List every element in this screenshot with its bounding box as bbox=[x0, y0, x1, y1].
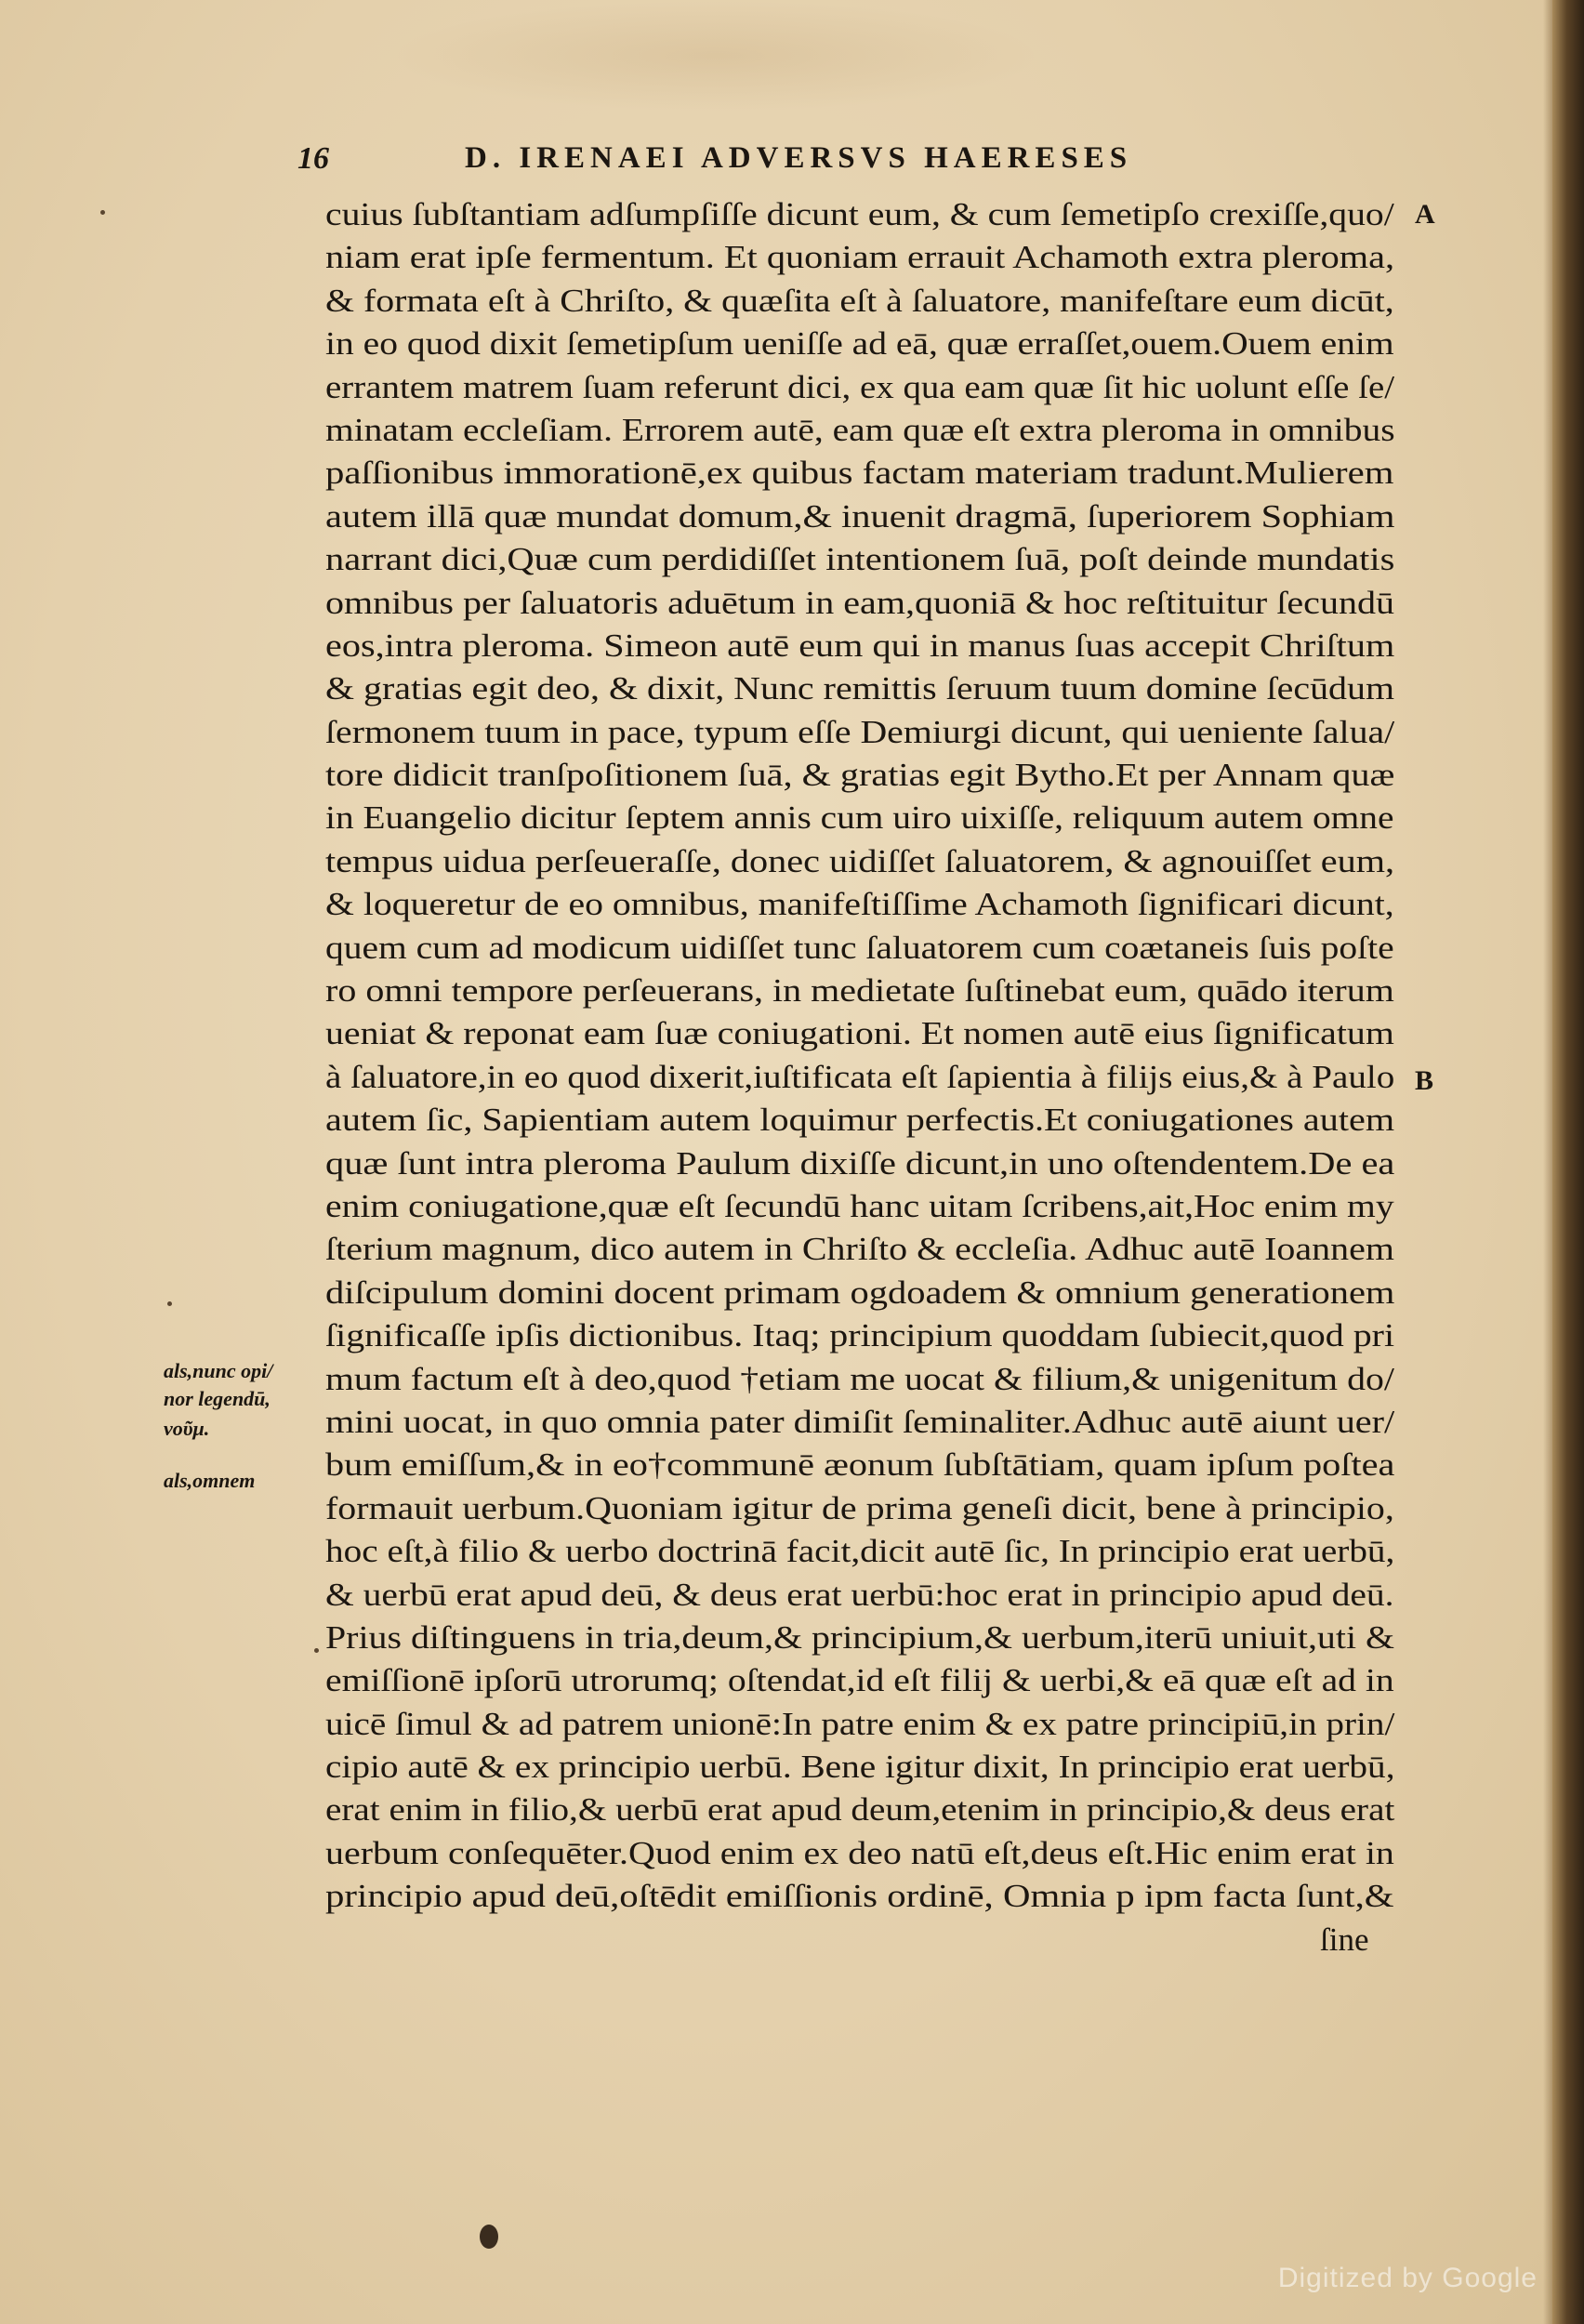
text-line: mum factum eſt à deo,quod †etiam me uocat & filium,& unigenitum do/ bbox=[325, 1360, 1394, 1397]
text-line: & uerbū erat apud deū, & deus erat uerbū:hoc erat in principio apud deū. bbox=[325, 1576, 1394, 1613]
text-line: errantem matrem ſuam referunt dici, ex qua eam quæ ſit hic uolunt eſſe ſe/ bbox=[325, 368, 1395, 405]
text-line: principio apud deū,oſtēdit emiſſionis ordinē, Omnia p ipm facta ſunt,& bbox=[325, 1878, 1394, 1915]
text-line: uicē ſimul & ad patrem unionē:In patre enim & ex patre principiū,in prin/ bbox=[325, 1705, 1395, 1742]
text-line: erat enim in filio,& uerbū erat apud deum,etenim in principio,& deus erat bbox=[325, 1791, 1395, 1829]
text-line: ſterium magnum, dico autem in Chriſto & eccleſia. Adhuc autē Ioannem bbox=[325, 1231, 1394, 1268]
text-line: ro omni tempore perſeuerans, in medietate ſuſtinebat eum, quādo iterum bbox=[325, 972, 1394, 1010]
text-line: quæ ſunt intra pleroma Paulum dixiſſe dicunt,in uno oſtendentem.De ea bbox=[325, 1144, 1395, 1182]
text-line: enim coniugatione,quæ eſt ſecundū hanc uitam ſcribens,ait,Hoc enim my bbox=[325, 1187, 1394, 1224]
margin-note-2: nor legendū, bbox=[164, 1387, 271, 1410]
page-number: 16 bbox=[297, 141, 329, 176]
text-line: Prius diſtinguens in tria,deum,& principium,& uerbum,iterū uniuit,uti & bbox=[325, 1618, 1395, 1656]
ink-speck bbox=[314, 1648, 319, 1653]
text-line: & gratias egit deo, & dixit, Nunc remittis ſeruum tuum domine ſecūdum bbox=[325, 670, 1395, 707]
text-line: cuius ſubſtantiam adſumpſiſſe dicunt eum, & cum ſemetipſo crexiſſe,quo/ bbox=[325, 196, 1394, 232]
text-line: emiſſionē ipſorū utrorumq; oſtendat,id eſt filij & uerbi,& eā quæ eſt ad in bbox=[325, 1662, 1394, 1699]
text-line: eos,intra pleroma. Simeon autē eum qui in manus ſuas accepit Chriſtum bbox=[325, 627, 1395, 664]
text-line: tempus uidua perſeueraſſe, donec uidiſſet ſaluatorem, & agnouiſſet eum, bbox=[325, 842, 1395, 879]
text-line: uerbum conſequēter.Quod enim ex deo natū eſt,deus eſt.Hic enim erat in bbox=[325, 1834, 1394, 1871]
text-line: & loqueretur de eo omnibus, manifeſtiſſime Achamoth ſignificari dicunt, bbox=[325, 886, 1394, 923]
text-line: minatam eccleſiam. Errorem autē, eam quæ eſt extra pleroma in omnibus bbox=[325, 411, 1395, 448]
text-line: niam erat ipſe fermentum. Et quoniam errauit Achamoth extra pleroma, bbox=[325, 239, 1395, 276]
text-line: cipio autē & ex principio uerbū. Bene igitur dixit, In principio erat uerbū, bbox=[325, 1749, 1395, 1786]
catchword: ſine bbox=[1320, 1921, 1369, 1958]
ink-speck bbox=[100, 210, 105, 215]
text-line: formauit uerbum.Quoniam igitur de prima geneſi dicit, bene à principio, bbox=[325, 1489, 1394, 1526]
text-line: autem illā quæ mundat domum,& inuenit dragmā, ſuperiorem Sophiam bbox=[325, 497, 1395, 535]
text-line: ſignificaſſe ipſis dictionibus. Itaq; principium quoddam ſubiecit,quod pri bbox=[325, 1317, 1395, 1354]
text-line: à ſaluatore,in eo quod dixerit,iuſtificata eſt ſapientia à filijs eius,& à Paulo bbox=[325, 1058, 1395, 1095]
ink-speck bbox=[167, 1301, 172, 1306]
text-line: quem cum ad modicum uidiſſet tunc ſaluatorem cum coætaneis ſuis poſte bbox=[325, 929, 1394, 966]
text-line: mini uocat, in quo omnia pater dimiſit ſeminaliter.Adhuc autē aiunt uer/ bbox=[325, 1403, 1395, 1440]
page-stain bbox=[390, 0, 1041, 112]
binding-shadow bbox=[1543, 0, 1552, 2324]
text-line: hoc eſt,à filio & uerbo doctrinā facit,dicit autē ſic, In principio erat uerbū, bbox=[325, 1533, 1395, 1570]
page-header bbox=[297, 141, 1255, 186]
text-line: bum emiſſum,& in eo†communē æonum ſubſtātiam, quam ipſum poſtea bbox=[325, 1446, 1395, 1484]
margin-note-3: νοῦμ. bbox=[164, 1417, 210, 1440]
text-line: ueniat & reponat eam ſuæ coniugationi. Et nomen autē eius ſignificatum bbox=[325, 1015, 1394, 1052]
margin-letter-b: B bbox=[1415, 1065, 1434, 1096]
margin-note-4: als,omnem bbox=[164, 1469, 256, 1492]
body-text bbox=[325, 193, 1394, 1961]
text-line: ſermonem tuum in pace, typum eſſe Demiurgi dicunt, qui ueniente ſalua/ bbox=[325, 713, 1395, 750]
running-title: D. IRENAEI ADVERSVS HAERESES bbox=[465, 141, 1133, 175]
text-line: in Euangelio dicitur ſeptem annis cum uiro uixiſſe, reliquum autem omne bbox=[325, 799, 1394, 837]
text-line: tore didicit tranſpoſitionem ſuā, & gratias egit Bytho.Et per Annam quæ bbox=[325, 757, 1395, 794]
page-edge bbox=[1552, 0, 1584, 2324]
text-line: diſcipulum domini docent primam ogdoadem & omnium generationem bbox=[325, 1274, 1395, 1311]
digitized-watermark: Digitized by Google bbox=[1277, 2263, 1538, 2293]
text-line: paſſionibus immorationē,ex quibus factam materiam tradunt.Mulierem bbox=[325, 455, 1394, 492]
text-line: autem ſic, Sapientiam autem loquimur perfectis.Et coniugationes autem bbox=[325, 1102, 1395, 1139]
text-line: & formata eſt à Chriſto, & quæſita eſt à ſaluatore, manifeſtare eum dicūt, bbox=[325, 282, 1394, 319]
margin-letter-a: A bbox=[1415, 199, 1435, 230]
margin-note-1: als,nunc opi/ bbox=[164, 1359, 273, 1382]
text-line: in eo quod dixit ſemetipſum ueniſſe ad eā, quæ erraſſet,ouem.Ouem enim bbox=[325, 325, 1394, 363]
text-line: narrant dici,Quæ cum perdidiſſet intentionem ſuā, poſt deinde mundatis bbox=[325, 541, 1395, 578]
ink-blot bbox=[480, 2225, 498, 2249]
text-line: omnibus per ſaluatoris aduētum in eam,quoniā & hoc reſtituitur ſecundū bbox=[325, 584, 1395, 621]
